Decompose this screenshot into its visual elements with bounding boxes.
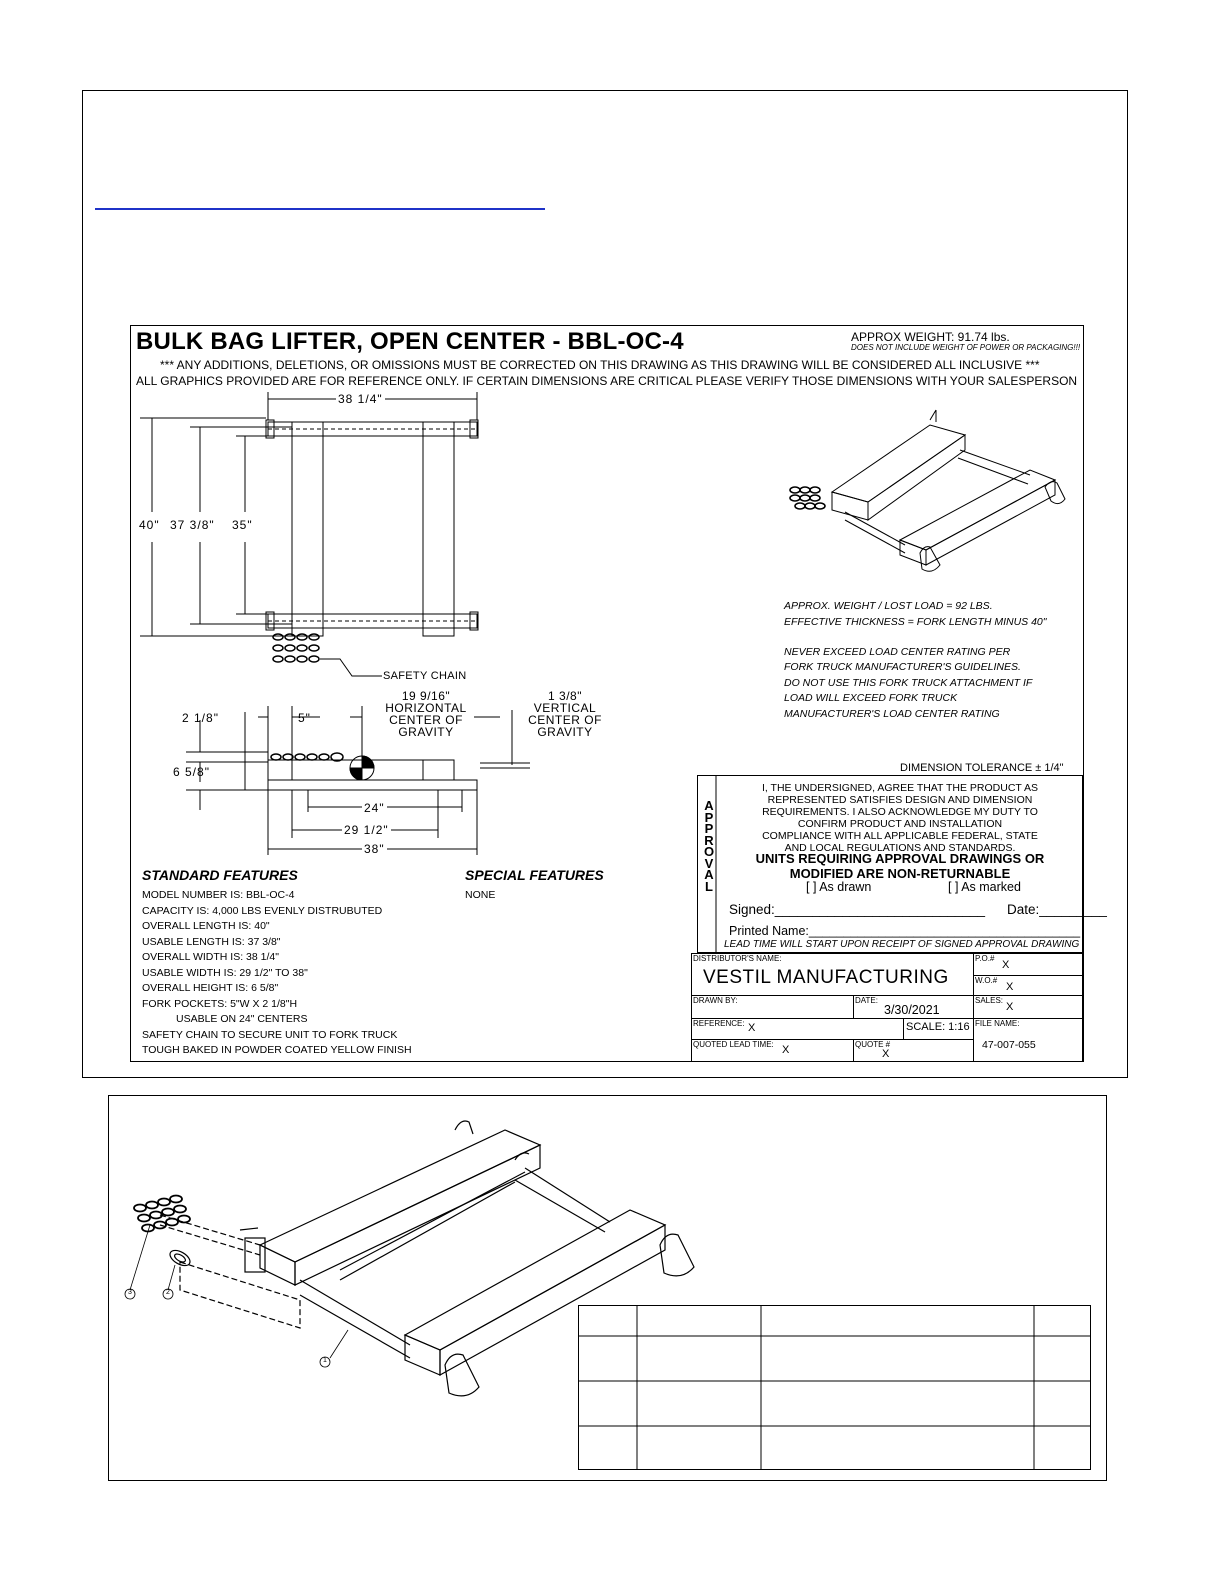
special-features-heading: SPECIAL FEATURES (465, 867, 604, 883)
distributor-name: VESTIL MANUFACTURING (703, 967, 949, 988)
dim-29: 29 1/2" (344, 823, 389, 837)
file-name-value: 47-007-055 (982, 1039, 1036, 1051)
drawn-by-label: DRAWN BY: (693, 996, 738, 1005)
note-load-center-1: NEVER EXCEED LOAD CENTER RATING PER (784, 646, 1011, 658)
po-label: P.O.# (975, 954, 995, 963)
reference-label: REFERENCE: (693, 1019, 745, 1028)
feature-item: CAPACITY IS: 4,000 LBS EVENLY DISTRUBUTED (142, 904, 383, 917)
drawing-title: BULK BAG LIFTER, OPEN CENTER - BBL-OC-4 (136, 328, 684, 355)
printed-name-field[interactable]: Printed Name:_______________________________________ (729, 924, 1081, 938)
h-cog-label (376, 690, 476, 738)
h-cog-line1: HORIZONTAL (385, 701, 467, 715)
date-value: 3/30/2021 (884, 1003, 940, 1017)
parts-table (578, 1305, 1091, 1470)
callout-3: 3 (128, 1289, 132, 1296)
h-cog-line2: CENTER OF (389, 713, 463, 727)
approval-text-5: COMPLIANCE WITH ALL APPLICABLE FEDERAL, STATE (762, 830, 1038, 842)
as-drawn-checkbox[interactable]: [ ] As drawn (806, 880, 872, 894)
dimension-tolerance: DIMENSION TOLERANCE ± 1/4" (900, 762, 1064, 774)
approx-weight-note: DOES NOT INCLUDE WEIGHT OF POWER OR PACKAGING!!! (851, 343, 1081, 352)
approval-text-4: CONFIRM PRODUCT AND INSTALLATION (797, 818, 1003, 830)
feature-item: TOUGH BAKED IN POWDER COATED YELLOW FINISH (142, 1044, 412, 1056)
approval-vertical-label: A P P R O V A L (703, 798, 715, 894)
reference-note: ALL GRAPHICS PROVIDED ARE FOR REFERENCE ONLY. IF CERTAIN DIMENSIONS ARE CRITICAL PLEASE VERIFY THOSE DIMENSIONS WITH YOUR SALESPERSON (136, 374, 1078, 388)
quote-label: QUOTE # (855, 1040, 891, 1049)
dim-pocket-height: 2 1/8" (182, 711, 219, 725)
dim-pocket-width: 5" (298, 711, 311, 725)
sales-value: X (1006, 1001, 1014, 1013)
approx-weight: APPROX WEIGHT: 91.74 lbs. (851, 330, 1010, 344)
quote-value: X (882, 1048, 890, 1060)
standard-features-list (142, 888, 412, 1059)
po-value: X (1002, 959, 1010, 971)
as-marked-checkbox[interactable]: [ ] As marked (948, 880, 1021, 894)
inclusive-note: *** ANY ADDITIONS, DELETIONS, OR OMISSIONS MUST BE CORRECTED ON THIS DRAWING AS THIS DRAWING WILL BE CONSIDERED ALL INCLUSIVE *** (160, 358, 1040, 372)
dim-usable-length: 37 3/8" (170, 518, 215, 532)
feature-item: FORK POCKETS: 5"W X 2 1/8"H (142, 997, 298, 1010)
lead-time-note: LEAD TIME WILL START UPON RECEIPT OF SIGNED APPROVAL DRAWING (724, 939, 1080, 950)
dim-38: 38" (364, 842, 385, 856)
file-name-label: FILE NAME: (975, 1019, 1020, 1028)
v-cog-value: 1 3/8" (548, 689, 582, 703)
v-cog-line1: VERTICAL (533, 701, 597, 715)
lead-time-value: X (782, 1044, 790, 1056)
distributor-label: DISTRIBUTOR'S NAME: (693, 954, 782, 963)
note-load-center-5: MANUFACTURER'S LOAD CENTER RATING (784, 708, 1000, 720)
safety-chain-label: SAFETY CHAIN (383, 670, 467, 682)
h-cog-line3: GRAVITY (398, 725, 454, 739)
feature-item: OVERALL LENGTH IS: 40" (142, 920, 270, 932)
approval-text-3: REQUIREMENTS. I ALSO ACKNOWLEDGE MY DUTY TO (762, 806, 1038, 818)
approval-required-1: UNITS REQUIRING APPROVAL DRAWINGS OR (755, 851, 1045, 866)
note-load-center-4: LOAD WILL EXCEED FORK TRUCK (784, 692, 958, 704)
feature-item: USABLE LENGTH IS: 37 3/8" (142, 935, 281, 948)
approval-text-6: AND LOCAL REGULATIONS AND STANDARDS. (784, 842, 1016, 854)
wo-value: X (1006, 981, 1014, 993)
feature-item: OVERALL WIDTH IS: 38 1/4" (142, 951, 279, 963)
feature-item: USABLE ON 24" CENTERS (176, 1013, 308, 1025)
special-features-value: NONE (465, 889, 496, 901)
dim-inner-length: 35" (232, 518, 253, 532)
signed-field[interactable]: Signed:____________________________ (729, 902, 986, 917)
wo-label: W.O.# (975, 976, 998, 985)
note-load-center-2: FORK TRUCK MANUFACTURER'S GUIDELINES. (784, 661, 1021, 673)
dim-overall-length: 40" (139, 518, 160, 532)
feature-item: USABLE WIDTH IS: 29 1/2" TO 38" (142, 966, 308, 979)
v-cog-line2: CENTER OF (528, 713, 602, 727)
feature-item: OVERALL HEIGHT IS: 6 5/8" (142, 982, 279, 994)
callout-1: 1 (323, 1357, 327, 1364)
feature-item: SAFETY CHAIN TO SECURE UNIT TO FORK TRUCK (142, 1028, 398, 1041)
v-cog-line3: GRAVITY (537, 725, 593, 739)
lead-time-label: QUOTED LEAD TIME: (693, 1040, 774, 1049)
callout-2: 2 (166, 1289, 170, 1296)
approval-text-1: I, THE UNDERSIGNED, AGREE THAT THE PRODUCT AS (762, 782, 1038, 794)
approval-text-2: REPRESENTED SATISFIES DESIGN AND DIMENSION (767, 794, 1033, 806)
reference-value: X (748, 1022, 756, 1034)
scale-value: SCALE: 1:16 (906, 1021, 970, 1033)
date-label: DATE: (855, 996, 878, 1005)
dim-overall-height: 6 5/8" (173, 765, 210, 779)
note-load-center-3: DO NOT USE THIS FORK TRUCK ATTACHMENT IF (784, 677, 1033, 689)
standard-features-heading: STANDARD FEATURES (142, 867, 298, 883)
dim-overall-width: 38 1/4" (338, 392, 383, 406)
h-cog-value: 19 9/16" (401, 689, 451, 703)
feature-item: MODEL NUMBER IS: BBL-OC-4 (142, 889, 295, 901)
date-field[interactable]: Date:_________ (1007, 902, 1107, 917)
sales-label: SALES: (975, 996, 1004, 1005)
note-thickness: EFFECTIVE THICKNESS = FORK LENGTH MINUS 40" (784, 616, 1047, 628)
note-lost-load: APPROX. WEIGHT / LOST LOAD = 92 LBS. (784, 600, 993, 612)
dim-24: 24" (364, 801, 385, 815)
v-cog-label (520, 690, 610, 738)
approval-required-2: MODIFIED ARE NON-RETURNABLE (789, 866, 1011, 881)
